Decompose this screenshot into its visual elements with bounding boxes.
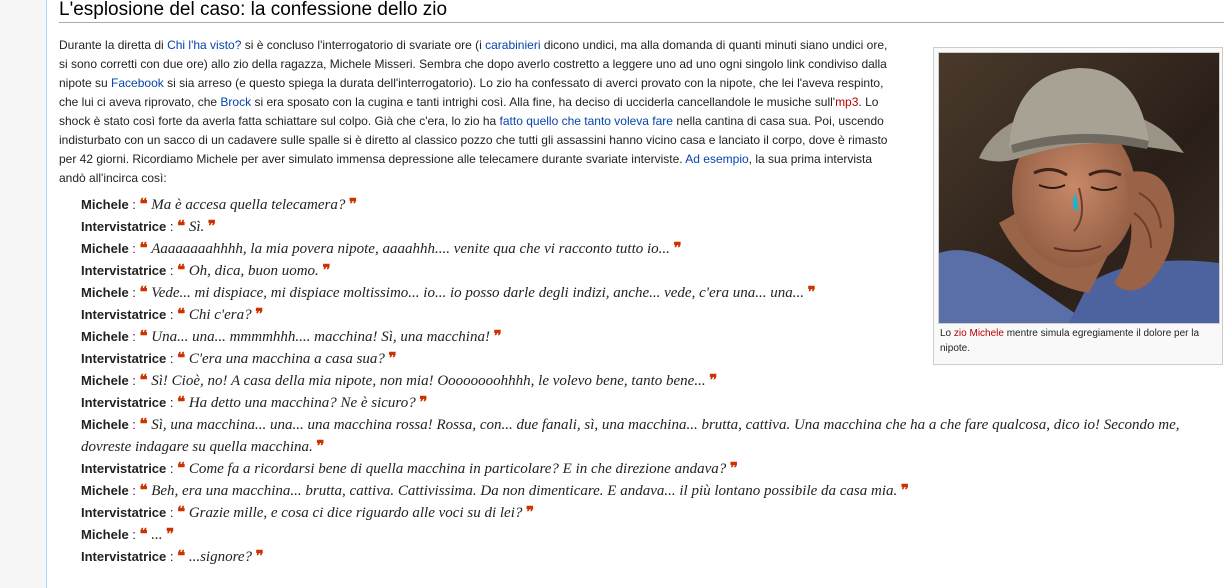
dialog-text: Chi c'era? <box>188 307 252 323</box>
intro-text: dicono undici, ma alla domanda di quanti minuti siano undici ore, si sono corretti con due ore) allo zio della ragazza, Michele Misseri. Sembra che dopo averlo costretto a leggere uno ad uno ogni singolo link condiviso dalla nipote su <box>59 38 888 90</box>
dialog-line <box>81 480 1221 502</box>
thumbnail-box <box>933 47 1223 365</box>
dialog-line <box>81 370 1221 392</box>
link-mp3[interactable]: mp3 <box>835 95 859 109</box>
close-quote-icon: ❞ <box>348 195 358 213</box>
open-quote-icon: ❝ <box>177 503 186 521</box>
dialog-text: Aaaaaaaahhhh, la mia povera nipote, aaaahhh.... venite qua che vi racconto tutto io... <box>151 241 670 257</box>
close-quote-icon: ❞ <box>709 371 718 389</box>
dialog-text: Ma è accesa quella telecamera? <box>151 197 346 213</box>
section-heading: L'esplosione del caso: la confessione dello zio <box>59 0 1224 23</box>
dialog-text: Sì! Cioè, no! A casa della mia nipote, non mia! Oooooooohhhh, le volevo bene, tanto bene... <box>151 373 706 389</box>
intro-text: nella cantina di casa sua. Poi, uscendo indisturbato con un sacco di un cadavere sulle spalle si è diretto al classico pozzo che tutti gli assassini hanno vicino casa e lanciato il corpo, dove è rimasto per 42 giorni. Ricordiamo Michele per aver simulato immensa depressione alle telecamere durante svariate interviste. <box>59 114 888 166</box>
dialog-line <box>81 502 1221 524</box>
close-quote-icon: ❞ <box>166 525 175 543</box>
speaker-name: Intervistatrice <box>81 549 167 564</box>
speaker-name: Intervistatrice <box>81 505 167 520</box>
dialog-text: Una... una... mmmmhhh.... macchina! Sì, una macchina! <box>151 329 490 345</box>
dialog-text: Beh, era una macchina... brutta, cattiva. Cattivissima. Da non dimenticare. E andava... il più lontano possibile da casa mia. <box>151 483 898 499</box>
close-quote-icon: ❞ <box>673 239 682 257</box>
speaker-colon: : <box>166 395 178 410</box>
intro-text: si era sposato con la cugina e tanti intrighi così. Alla fine, ha deciso di ucciderla cancellandole le musiche sull' <box>251 95 836 109</box>
speaker-colon: : <box>166 461 178 476</box>
link-michele[interactable]: Michele <box>969 328 1004 339</box>
photo-illustration <box>939 53 1219 323</box>
photo-michele[interactable] <box>938 52 1220 324</box>
dialog-text: Grazie mille, e cosa ci dice riguardo alle voci su di lei? <box>188 505 523 521</box>
intro-text: , la sua prima intervista andò all'incirca così: <box>59 152 873 185</box>
speaker-name: Intervistatrice <box>81 351 167 366</box>
open-quote-icon: ❝ <box>177 217 186 235</box>
speaker-colon: : <box>128 329 140 344</box>
speaker-name: Michele <box>81 329 129 344</box>
intro-text: si è concluso l'interrogatorio di svariate ore (i <box>241 38 486 52</box>
caption-text: Lo <box>940 328 954 339</box>
speaker-name: Intervistatrice <box>81 263 167 278</box>
speaker-colon: : <box>128 285 140 300</box>
close-quote-icon: ❞ <box>807 283 816 301</box>
close-quote-icon: ❞ <box>525 503 535 521</box>
open-quote-icon: ❝ <box>177 459 186 477</box>
close-quote-icon: ❞ <box>322 261 331 279</box>
speaker-name: Michele <box>81 417 129 432</box>
speaker-name: Michele <box>81 285 129 300</box>
speaker-colon: : <box>166 219 178 234</box>
intro-text: Durante la diretta di <box>59 38 168 52</box>
open-quote-icon: ❝ <box>139 327 148 345</box>
close-quote-icon: ❞ <box>493 327 502 345</box>
speaker-colon: : <box>128 527 140 542</box>
link-zio[interactable]: zio <box>953 328 967 339</box>
speaker-name: Michele <box>81 483 129 498</box>
speaker-colon: : <box>166 505 178 520</box>
close-quote-icon: ❞ <box>255 547 264 565</box>
dialog-line <box>81 524 1221 546</box>
speaker-name: Intervistatrice <box>81 395 167 410</box>
close-quote-icon: ❞ <box>419 393 428 411</box>
speaker-colon: : <box>166 549 178 564</box>
dialog-line <box>81 414 1221 458</box>
speaker-name: Michele <box>81 527 129 542</box>
link-ad-esempio[interactable]: Ad esempio <box>685 152 749 166</box>
link-fatto-quello[interactable]: fatto quello che tanto voleva fare <box>499 114 673 128</box>
dialog-text: Sì, una macchina... una... una macchina rossa! Rossa, con... due fanali, sì, una macchina... brutta, cattiva. Una macchina che ha a che fare qualcosa, dico io! Secondo me, dovreste indagare su quella macchina. <box>81 417 1180 455</box>
speaker-colon: : <box>166 263 178 278</box>
link-facebook[interactable]: Facebook <box>111 76 164 90</box>
open-quote-icon: ❝ <box>177 547 186 565</box>
open-quote-icon: ❝ <box>177 261 186 279</box>
open-quote-icon: ❝ <box>139 371 148 389</box>
dialog-line <box>81 458 1221 480</box>
dialog-text: Vede... mi dispiace, mi dispiace moltissimo... io... io posso darle degli indizi, anche... vede, c'era una... una... <box>151 285 804 301</box>
link-brock[interactable]: Brock <box>220 95 252 109</box>
speaker-colon: : <box>128 417 140 432</box>
dialog-line <box>81 392 1221 414</box>
speaker-colon: : <box>128 483 140 498</box>
dialog-text: C'era una macchina a casa sua? <box>188 351 385 367</box>
intro-text: si sia arreso (e questo spiega la durata dell'interrogatorio). Lo zio ha confessato di averci provato con la nipote, che lei l'aveva respinto, che lui ci aveva riprovato, che <box>59 76 884 109</box>
intro-text: . Lo shock è stato così forte da averla fatta schiattare sul colpo. Già che c'era, lo zio ha <box>59 95 879 128</box>
dialog-text: ... <box>151 527 163 543</box>
open-quote-icon: ❝ <box>139 239 148 257</box>
open-quote-icon: ❝ <box>139 195 148 213</box>
dialog-text: Ha detto una macchina? Ne è sicuro? <box>188 395 416 411</box>
speaker-colon: : <box>128 241 140 256</box>
open-quote-icon: ❝ <box>139 525 148 543</box>
open-quote-icon: ❝ <box>139 481 148 499</box>
close-quote-icon: ❞ <box>388 349 397 367</box>
speaker-colon: : <box>166 307 178 322</box>
speaker-name: Michele <box>81 197 129 212</box>
open-quote-icon: ❝ <box>177 349 186 367</box>
speaker-name: Michele <box>81 373 129 388</box>
thumbnail-caption <box>940 326 1218 356</box>
speaker-name: Intervistatrice <box>81 461 167 476</box>
dialog-text: Come fa a ricordarsi bene di quella macchina in particolare? E in che direzione andava? <box>188 461 727 477</box>
intro-paragraph <box>59 36 899 188</box>
dialog-text: Sì. <box>188 219 205 235</box>
open-quote-icon: ❝ <box>139 283 148 301</box>
close-quote-icon: ❞ <box>255 305 264 323</box>
speaker-colon: : <box>166 351 178 366</box>
link-chi-lha-visto[interactable]: Chi l'ha visto? <box>167 38 242 52</box>
dialog-text: ...signore? <box>188 549 253 565</box>
close-quote-icon: ❞ <box>207 217 216 235</box>
speaker-colon: : <box>128 197 140 212</box>
article-content <box>46 0 1224 588</box>
caption-text: mentre simula egregiamente il dolore per la nipote. <box>940 328 1200 354</box>
speaker-name: Intervistatrice <box>81 307 167 322</box>
link-carabinieri[interactable]: carabinieri <box>485 38 541 52</box>
close-quote-icon: ❞ <box>900 481 909 499</box>
speaker-name: Michele <box>81 241 129 256</box>
open-quote-icon: ❝ <box>177 393 186 411</box>
close-quote-icon: ❞ <box>316 437 325 455</box>
dialog-line <box>81 546 1221 568</box>
open-quote-icon: ❝ <box>177 305 186 323</box>
dialog-text: Oh, dica, buon uomo. <box>188 263 319 279</box>
speaker-colon: : <box>128 373 140 388</box>
close-quote-icon: ❞ <box>729 459 738 477</box>
open-quote-icon: ❝ <box>139 415 148 433</box>
speaker-name: Intervistatrice <box>81 219 167 234</box>
